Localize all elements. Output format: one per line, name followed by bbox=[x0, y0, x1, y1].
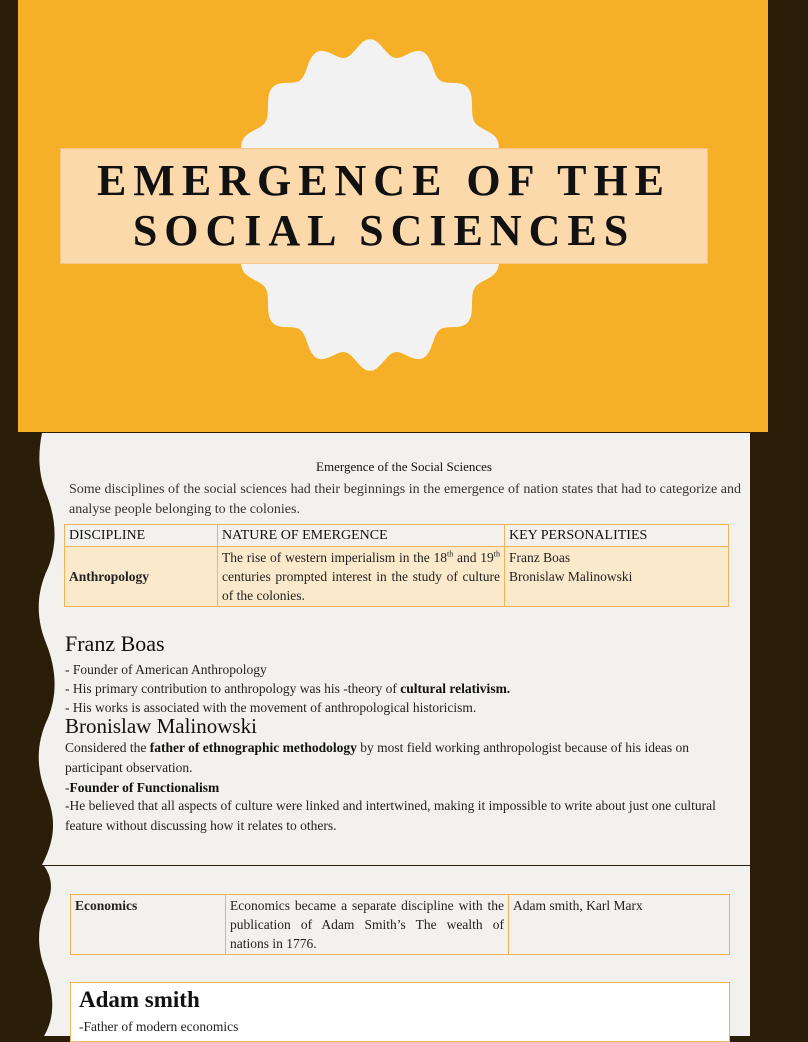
table-header-row bbox=[65, 525, 729, 547]
table-row bbox=[65, 547, 729, 607]
cell-discipline: Anthropology bbox=[65, 547, 218, 607]
header-personalities: KEY PERSONALITIES bbox=[505, 525, 729, 547]
content-slide-anthropology bbox=[0, 433, 768, 865]
cell-discipline: Economics bbox=[71, 895, 226, 955]
intro-paragraph: Some disciplines of the social sciences had their beginnings in the emergence of nation states that had to categorize and analyse people belonging to the colonies. bbox=[69, 482, 741, 517]
content-slide-economics bbox=[0, 866, 768, 1034]
adam-smith-box bbox=[70, 982, 730, 1042]
boas-heading: Franz Boas bbox=[65, 631, 165, 656]
boas-line-2: - His primary contribution to anthropology was his -theory of cultural relativism. bbox=[65, 681, 511, 696]
header-nature: NATURE OF EMERGENCE bbox=[218, 525, 505, 547]
title-box bbox=[60, 148, 708, 264]
personality-boas: Franz Boas bbox=[509, 550, 571, 565]
malinowski-functionalism: -Founder of Functionalism bbox=[65, 780, 220, 795]
adam-smith-heading: Adam smith bbox=[79, 987, 200, 1012]
malinowski-heading: Bronislaw Malinowski bbox=[65, 714, 257, 738]
boas-line-1: - Founder of American Anthropology bbox=[65, 662, 267, 677]
title-line-2: SOCIAL SCIENCES bbox=[132, 206, 636, 255]
cell-personalities bbox=[505, 547, 729, 607]
table-row bbox=[71, 895, 730, 955]
cell-nature: Economics became a separate discipline with the publication of Adam Smith’s The wealth of nations in 1776. bbox=[226, 895, 509, 955]
cell-personalities: Adam smith, Karl Marx bbox=[509, 895, 730, 955]
personality-malinowski: Bronislaw Malinowski bbox=[509, 569, 633, 584]
economics-table bbox=[70, 894, 730, 955]
left-dark-bar bbox=[0, 0, 18, 432]
header-discipline: DISCIPLINE bbox=[65, 525, 218, 547]
cell-nature: The rise of western imperialism in the 18th and 19th centuries prompted interest in the study of culture of the colonies. bbox=[218, 547, 505, 607]
malinowski-paragraph-2: -He believed that all aspects of culture were linked and intertwined, making it impossible to write about just one cultural feature without discussing how it relates to others. bbox=[65, 798, 716, 833]
disciplines-table bbox=[64, 524, 729, 607]
document-heading: Emergence of the Social Sciences bbox=[316, 459, 492, 474]
title-slide bbox=[0, 0, 768, 432]
malinowski-paragraph-1: Considered the father of ethnographic methodology by most field working anthropologist because of his ideas on participant observation. bbox=[65, 740, 690, 775]
adam-smith-line-1: -Father of modern economics bbox=[79, 1019, 239, 1034]
title-line-1: EMERGENCE OF THE bbox=[96, 156, 672, 205]
boas-line-3: - His works is associated with the movement of anthropological historicism. bbox=[65, 700, 477, 715]
